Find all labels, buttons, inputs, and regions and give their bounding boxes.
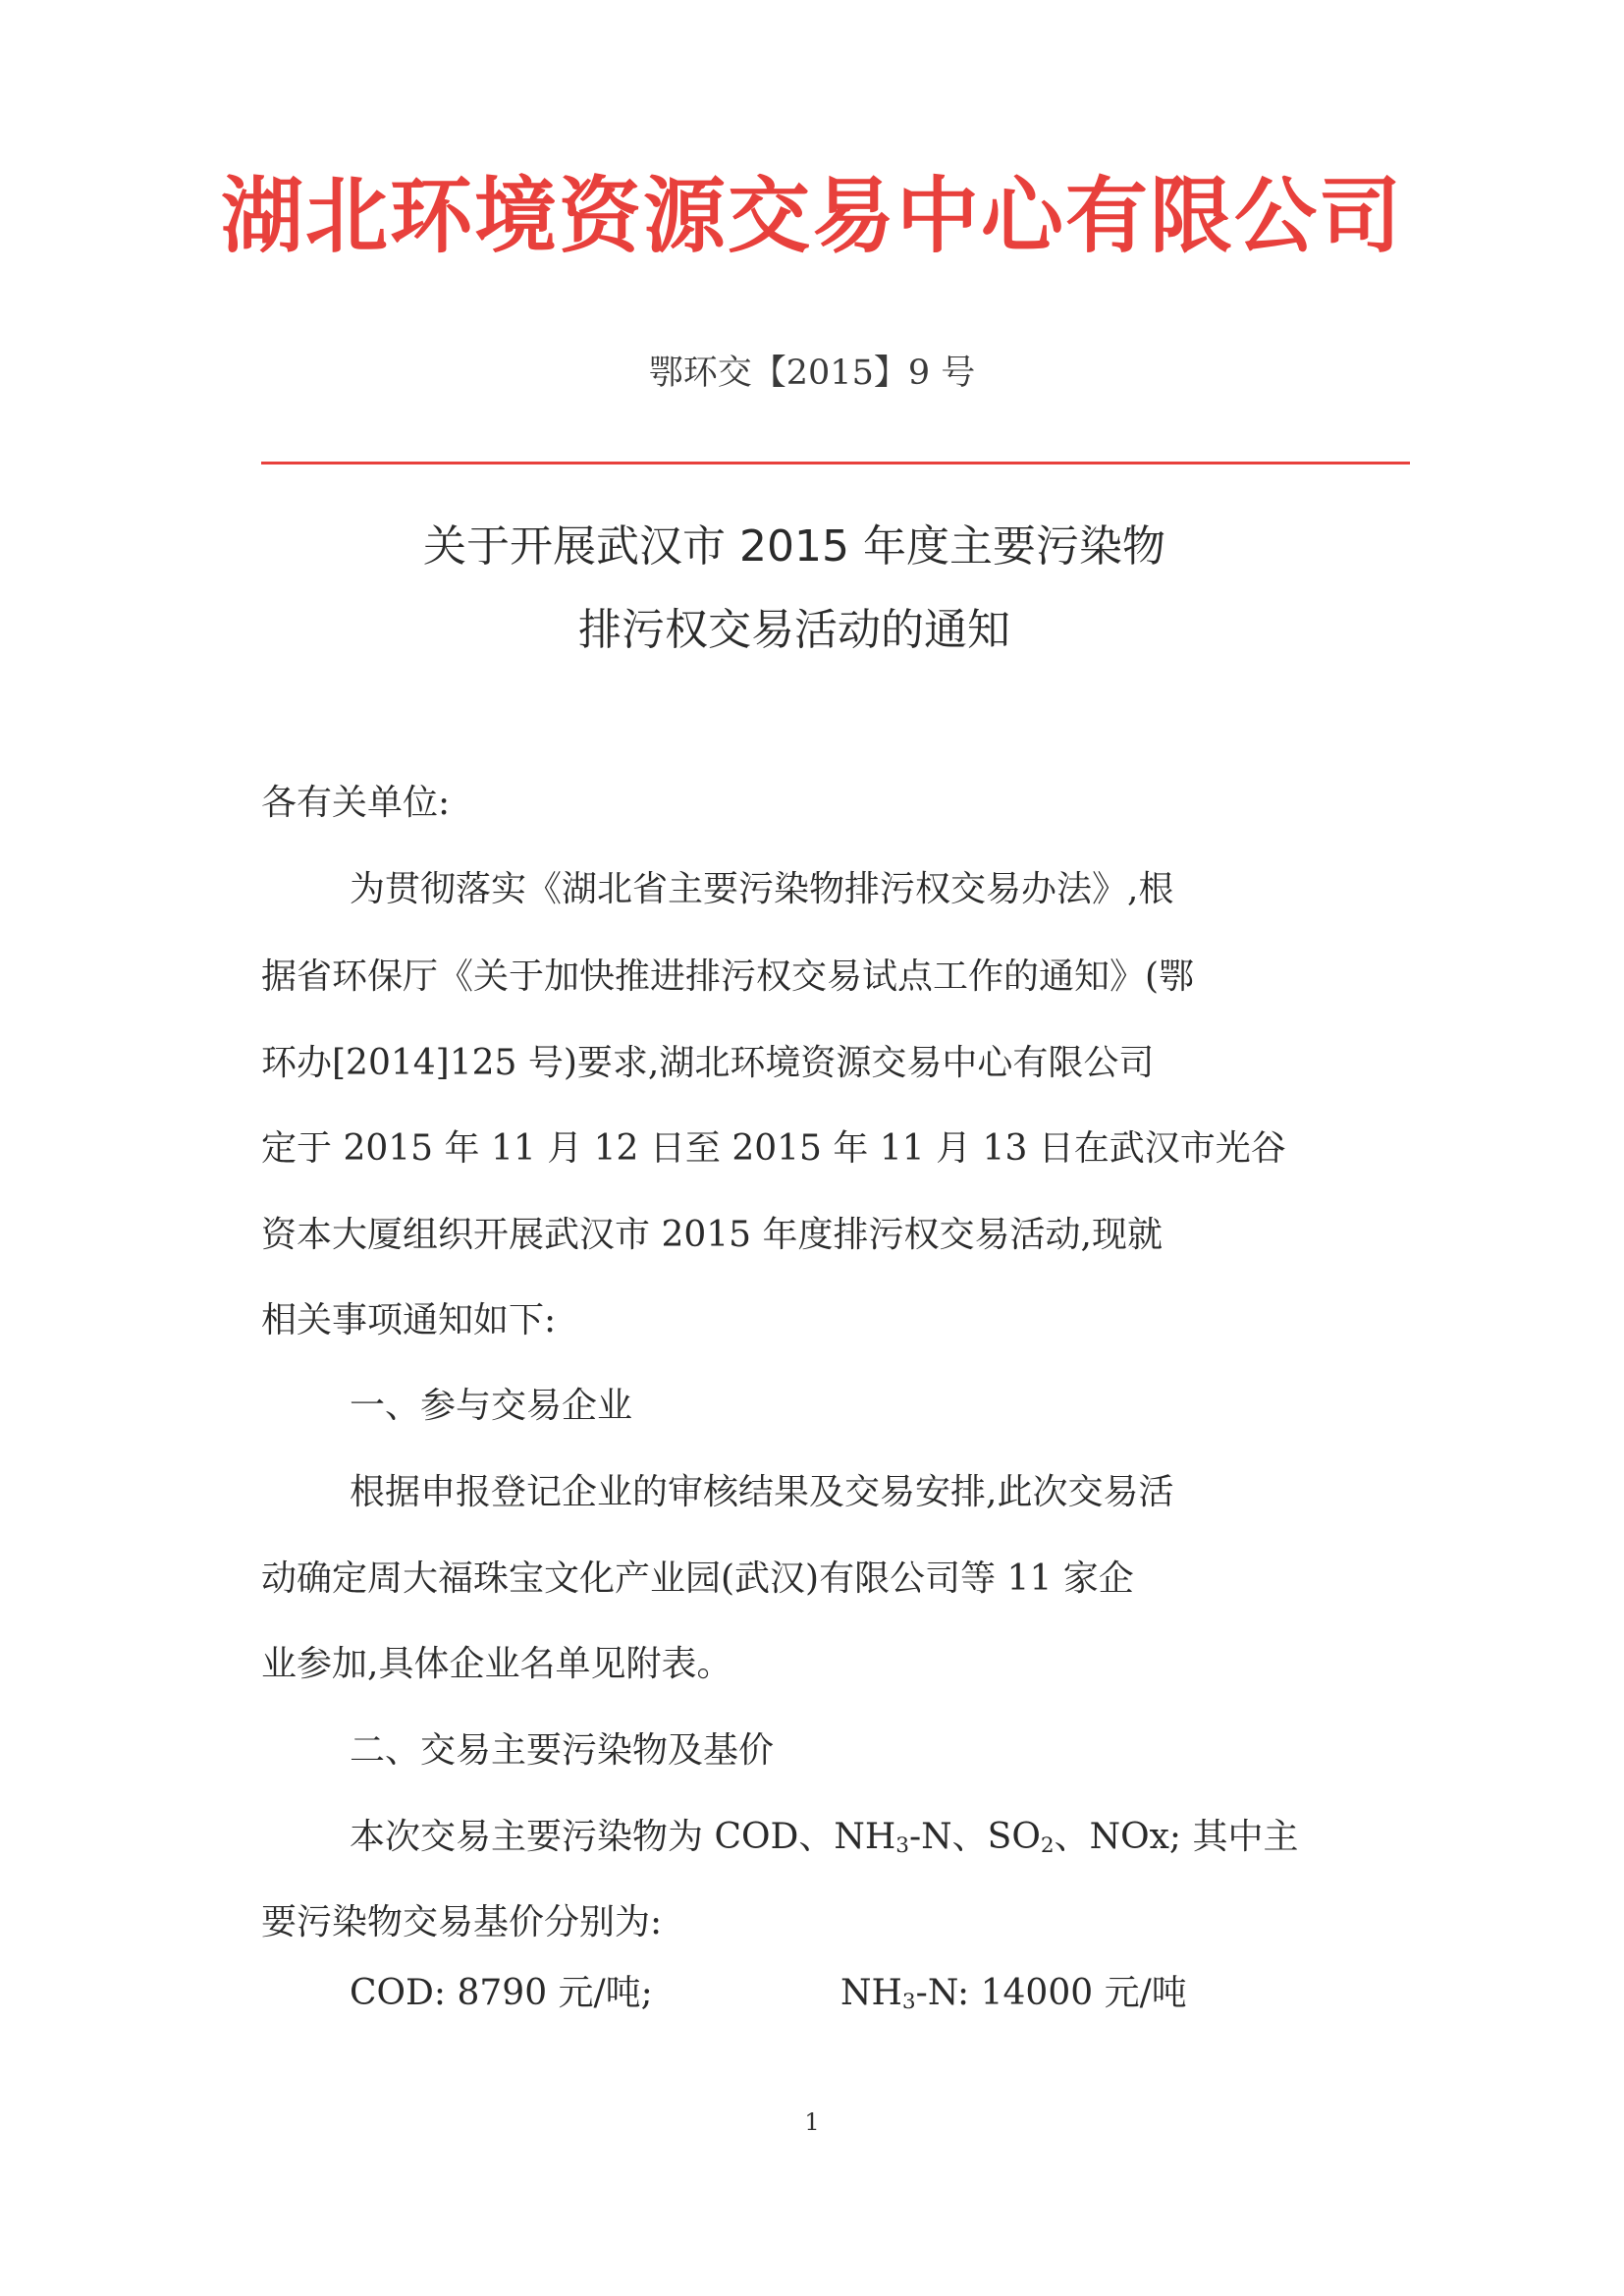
text-segment: -N: 14000 元/吨: [915, 1973, 1187, 2013]
price-line: [350, 1973, 1400, 2014]
text-segment: 、NOx; 其中主: [1054, 1817, 1299, 1857]
body-line: 相关事项通知如下:: [261, 1300, 557, 1340]
text-segment: -N、SO: [909, 1817, 1041, 1857]
body-line: 为贯彻落实《湖北省主要污染物排污权交易办法》,根: [350, 869, 1174, 909]
price-cod: COD: 8790 元/吨;: [350, 1973, 653, 2013]
section-1-line: 业参加,具体企业名单见附表。: [261, 1644, 732, 1684]
price-nh3n: [840, 1973, 1187, 2014]
header-divider: [261, 462, 1410, 465]
text-segment: 本次交易主要污染物为 COD、NH: [350, 1817, 896, 1857]
section-1-line: 根据申报登记企业的审核结果及交易安排,此次交易活: [350, 1472, 1174, 1512]
notice-title-line-1: 关于开展武汉市 2015 年度主要污染物: [423, 521, 1165, 572]
organization-title: 湖北环境资源交易中心有限公司: [220, 168, 1403, 264]
subscript: 3: [901, 1990, 916, 2014]
body-line: 定于 2015 年 11 月 12 日至 2015 年 11 月 13 日在武汉市光谷: [261, 1128, 1286, 1169]
section-2-line-1: [350, 1817, 1400, 1858]
subscript: 2: [1040, 1833, 1055, 1858]
section-2-line-2: 要污染物交易基价分别为:: [261, 1902, 663, 1942]
notice-title-line-2: 排污权交易活动的通知: [578, 605, 1010, 655]
section-1-line: 动确定周大福珠宝文化产业园(武汉)有限公司等 11 家企: [261, 1558, 1134, 1599]
subscript: 3: [895, 1833, 910, 1858]
section-2-heading: 二、交易主要污染物及基价: [350, 1730, 775, 1771]
document-number: 鄂环交【2015】9 号: [648, 354, 976, 393]
body-line: 环办[2014]125 号)要求,湖北环境资源交易中心有限公司: [261, 1043, 1155, 1083]
body-line: 资本大厦组织开展武汉市 2015 年度排污权交易活动,现就: [261, 1215, 1163, 1255]
section-1-heading: 一、参与交易企业: [350, 1386, 633, 1426]
salutation: 各有关单位:: [261, 783, 451, 823]
page-number: 1: [804, 2108, 820, 2136]
body-line: 据省环保厅《关于加快推进排污权交易试点工作的通知》(鄂: [261, 957, 1195, 997]
text-segment: NH: [840, 1973, 902, 2013]
